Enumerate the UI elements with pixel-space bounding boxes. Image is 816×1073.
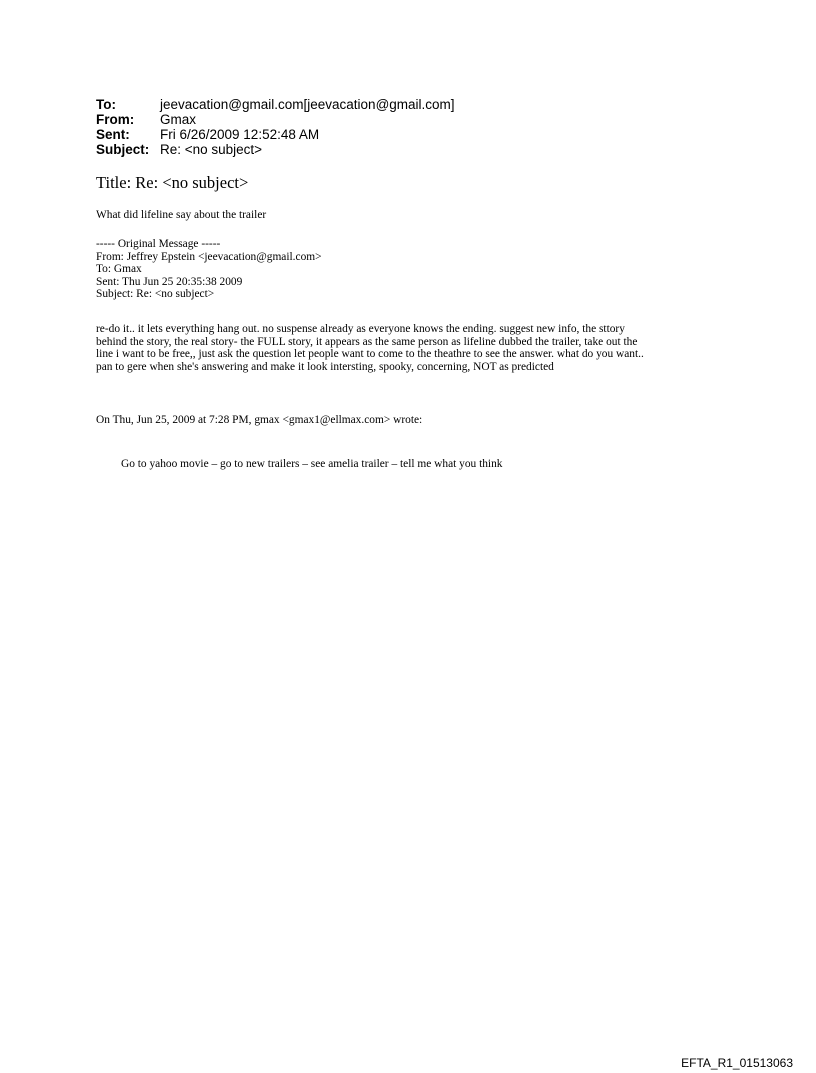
original-message-separator: ----- Original Message ----- <box>96 238 221 250</box>
to-row <box>96 97 455 112</box>
original-message-block <box>96 238 322 301</box>
reply-question: What did lifeline say about the trailer <box>96 209 267 221</box>
quote-attribution: On Thu, Jun 25, 2009 at 7:28 PM, gmax <gmax1@ellmax.com> wrote: <box>96 414 423 426</box>
subject-row <box>96 142 455 157</box>
quoted-message: Go to yahoo movie – go to new trailers – see amelia trailer – tell me what you think <box>121 458 503 470</box>
original-sent: Sent: Thu Jun 25 20:35:38 2009 <box>96 275 243 288</box>
email-title: Title: Re: <no subject> <box>96 173 249 192</box>
sent-value: Fri 6/26/2009 12:52:48 AM <box>160 127 320 142</box>
body-line: re-do it.. it lets everything hang out. no suspense already as everyone knows the ending. suggest new info, the sttory <box>96 323 625 335</box>
to-value: jeevacation@gmail.com[jeevacation@gmail.com] <box>160 97 455 112</box>
subject-label: Subject: <box>96 142 150 157</box>
from-row <box>96 112 455 127</box>
email-header <box>96 97 455 157</box>
from-label: From: <box>96 112 135 127</box>
message-body <box>96 323 644 373</box>
body-line: line i want to be free,, just ask the question let people want to come to the theathre to see the answer. what do you want.. <box>96 348 644 361</box>
from-value: Gmax <box>160 112 197 127</box>
to-label: To: <box>96 97 116 112</box>
document-id: EFTA_R1_01513063 <box>681 1056 793 1070</box>
subject-value: Re: <no subject> <box>160 142 263 157</box>
original-from: From: Jeffrey Epstein <jeevacation@gmail.com> <box>96 250 322 263</box>
sent-label: Sent: <box>96 127 130 142</box>
original-to: To: Gmax <box>96 263 142 276</box>
body-line: pan to gere when she's answering and make it look intersting, spooky, concerning, NOT as predicted <box>96 360 554 373</box>
original-subject: Subject: Re: <no subject> <box>96 288 215 301</box>
body-line: behind the story, the real story- the FULL story, it appears as the same person as lifeline dubbed the trailer, take out the <box>96 335 638 348</box>
sent-row <box>96 127 455 142</box>
